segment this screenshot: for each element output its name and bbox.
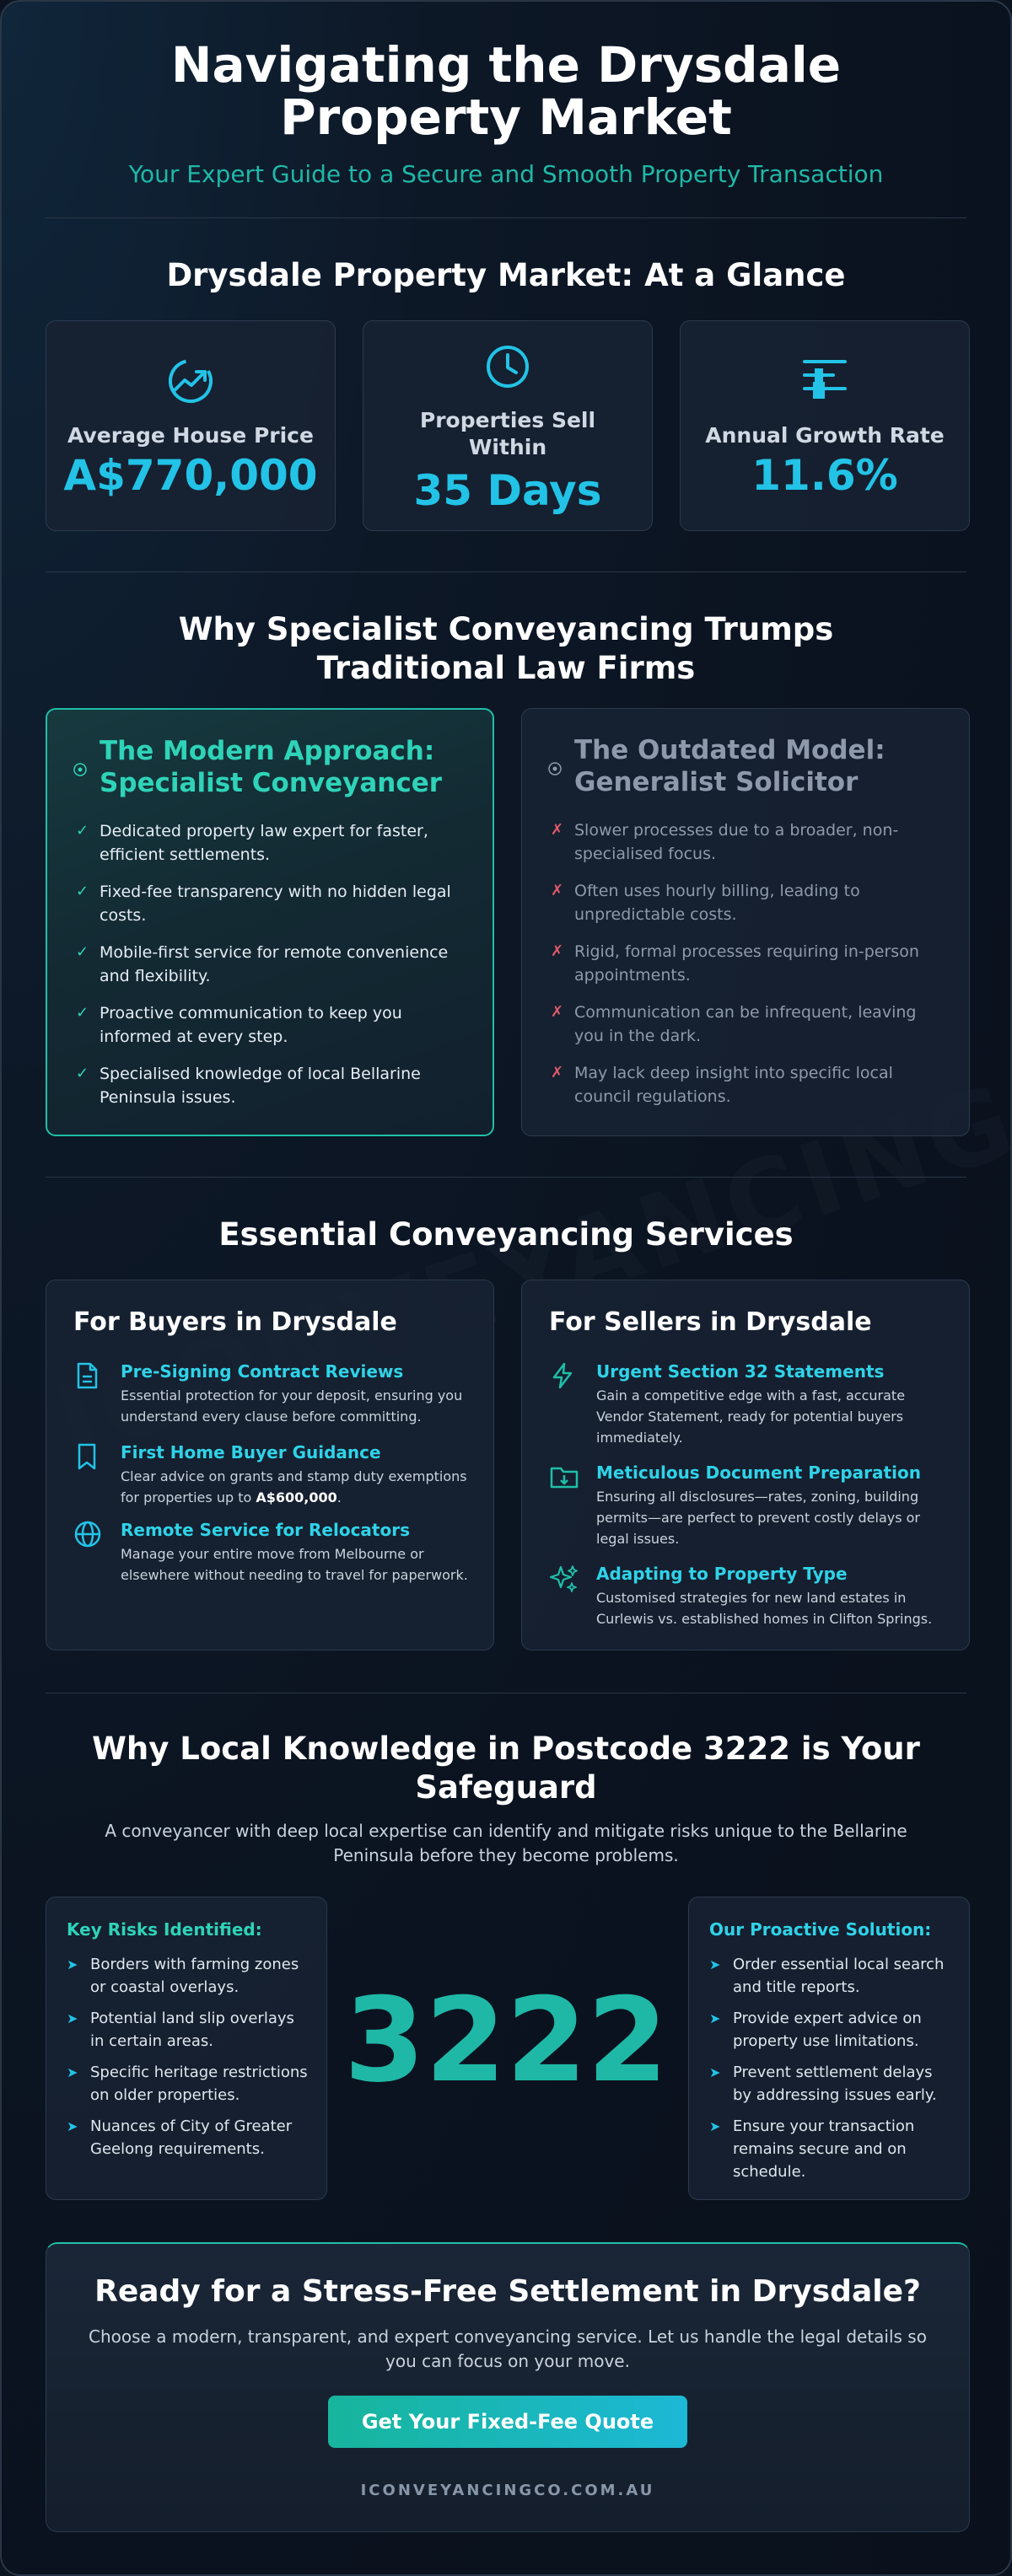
stat-value: 11.6% [751,451,898,500]
service-property-type [549,1564,949,1631]
check-icon: ✓ [76,883,89,900]
growth-chart-icon [799,357,850,405]
service-title: Meticulous Document Preparation [596,1462,921,1483]
get-quote-button[interactable]: Get Your Fixed-Fee Quote [328,2396,687,2448]
cross-icon: ✗ [551,1064,564,1081]
cta-panel [46,2242,970,2532]
list-item: ➤ Prevent settlement delays by addressing issues early. [709,2061,954,2106]
solution-list [709,1953,954,2192]
list-item: ✓ Specialised knowledge of local Bellarine Peninsula issues. [76,1062,467,1109]
arrow-icon: ➤ [709,2064,721,2080]
sellers-heading: For Sellers in Drysdale [549,1307,872,1337]
arrow-icon: ➤ [67,2118,78,2134]
stat-card-growth [680,320,970,531]
list-item: ✓ Proactive communication to keep you informed at every step. [76,1001,467,1049]
check-icon: ✓ [76,822,89,840]
list-item: ✗ Rigid, formal processes requiring in-person appointments. [551,940,944,987]
clock-icon [484,343,531,390]
service-first-home [73,1442,473,1510]
divider [46,217,966,218]
service-section-32 [549,1361,949,1446]
service-title: Pre-Signing Contract Reviews [121,1361,404,1382]
folder-download-icon [549,1462,579,1491]
list-item: ➤ Nuances of City of Greater Geelong requirements. [67,2115,311,2160]
check-icon: ✓ [76,1004,89,1022]
cross-icon: ✗ [551,821,564,839]
service-description: Customised strategies for new land estates in Curlewis vs. established homes in Clifton Springs. [596,1590,933,1627]
list-item: ✗ Often uses hourly billing, leading to unpredictable costs. [551,879,944,926]
service-document-prep [549,1462,949,1547]
list-item: ➤ Order essential local search and title reports. [709,1953,954,1999]
outdated-heading: The Outdated Model: Generalist Solicitor [574,735,886,797]
proactive-solution-card [688,1897,970,2200]
list-item: ✓ Dedicated property law expert for faster, efficient settlements. [76,819,467,867]
list-item: ➤ Specific heritage restrictions on older properties. [67,2061,311,2106]
solution-heading: Our Proactive Solution: [709,1919,932,1940]
cross-icon: ✗ [551,882,564,899]
service-title: Adapting to Property Type [596,1564,848,1584]
check-icon: ✓ [76,1065,89,1082]
trending-up-icon [166,357,215,405]
stat-card-days [363,320,653,531]
outdated-model-card [521,708,970,1136]
stat-label: Annual Growth Rate [705,423,945,448]
service-title: Remote Service for Relocators [121,1520,410,1540]
list-item: ✗ Slower processes due to a broader, non-specialised focus. [551,818,944,866]
list-item: ✗ Communication can be infrequent, leaving you in the dark. [551,1001,944,1048]
modern-benefits-list [76,819,467,1123]
stat-value: A$770,000 [63,451,318,500]
lightning-icon [549,1361,576,1390]
local-title: Why Local Knowledge in Postcode 3222 is Your Safeguard [92,1731,920,1806]
arrow-icon: ➤ [709,1956,721,1972]
buyers-services-card [46,1280,494,1650]
list-item: ➤ Potential land slip overlays in certain areas. [67,2007,311,2053]
glance-title: Drysdale Property Market: At a Glance [166,257,846,293]
service-title: First Home Buyer Guidance [121,1442,381,1462]
page-subtitle: Your Expert Guide to a Secure and Smooth Property Transaction [128,160,884,188]
service-title: Urgent Section 32 Statements [596,1361,885,1382]
stat-label: Properties Sell Within [419,408,596,459]
stat-card-price [46,320,336,531]
stat-value: 35 Days [413,466,602,515]
outdated-drawbacks-list [551,818,944,1122]
list-item: ✓ Fixed-fee transparency with no hidden legal costs. [76,880,467,927]
list-item: ➤ Borders with farming zones or coastal overlays. [67,1953,311,1999]
services-title: Essential Conveyancing Services [218,1216,794,1253]
modern-approach-card [46,708,494,1136]
arrow-icon: ➤ [67,2064,78,2080]
document-icon [73,1361,100,1390]
list-item: ➤ Ensure your transaction remains secure and on schedule. [709,2115,954,2183]
cta-title: Ready for a Stress-Free Settlement in Drysdale? [94,2274,921,2309]
stat-label: Average House Price [67,423,314,448]
arrow-icon: ➤ [67,2010,78,2026]
sellers-services-card [521,1280,970,1650]
page-title: Navigating the Drysdale Property Market [170,36,842,146]
risks-heading: Key Risks Identified: [67,1919,262,1940]
cross-icon: ✗ [551,942,564,960]
list-item: ➤ Provide expert advice on property use limitations. [709,2007,954,2053]
service-description: Clear advice on grants and stamp duty exemptions for properties up to A$600,000. [121,1468,467,1505]
sparkles-icon [549,1564,579,1594]
bookmark-icon [73,1442,100,1471]
arrow-icon: ➤ [709,2118,721,2134]
postcode-display: 3222 [343,1972,669,2108]
cta-text: Choose a modern, transparent, and expert conveyancing service. Let us handle the legal details so you can focus on your move. [89,2326,927,2371]
check-icon: ✓ [76,943,89,961]
list-item: ✓ Mobile-first service for remote convenience and flexibility. [76,941,467,988]
target-icon [73,762,88,777]
service-description: Manage your entire move from Melbourne or elsewhere without needing to travel for paperwork. [121,1546,468,1583]
target-icon [547,761,563,776]
service-contract-review [73,1361,473,1429]
service-remote [73,1520,473,1604]
list-item: ✗ May lack deep insight into specific local council regulations. [551,1061,944,1108]
divider [46,1177,966,1178]
local-lede: A conveyancer with deep local expertise can identify and mitigate risks unique to the Bellarine Peninsula before they become problems. [105,1821,907,1865]
service-description: Essential protection for your deposit, ensuring you understand every clause before committing. [121,1387,463,1425]
modern-heading: The Modern Approach: Specialist Conveyancer [100,736,443,798]
service-description: Gain a competitive edge with a fast, accurate Vendor Statement, ready for potential buyers immediately. [596,1387,906,1446]
service-description: Ensuring all disclosures—rates, zoning, building permits—are perfect to prevent costly delays or legal issues. [596,1489,920,1547]
globe-icon [73,1520,102,1548]
arrow-icon: ➤ [67,1956,78,1972]
buyers-heading: For Buyers in Drysdale [73,1307,397,1337]
website-url: ICONVEYANCINGCO.COM.AU [360,2482,655,2499]
arrow-icon: ➤ [709,2010,721,2026]
comparison-title: Why Specialist Conveyancing Trumps Traditional Law Firms [178,611,834,686]
cross-icon: ✗ [551,1003,564,1021]
